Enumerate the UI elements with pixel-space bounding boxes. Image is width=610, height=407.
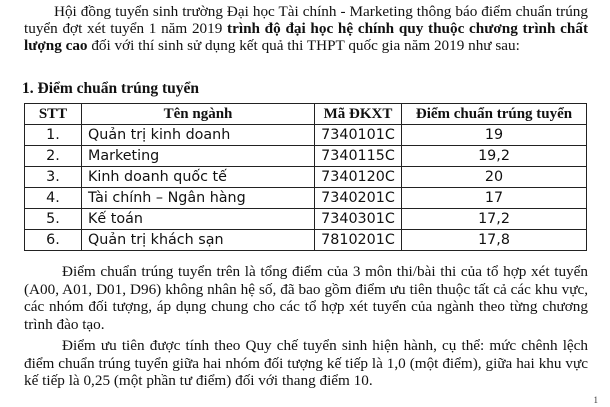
cell-major-name: Tài chính – Ngân hàng [82, 188, 315, 209]
table-row [25, 230, 587, 251]
cell-major-name: Kinh doanh quốc tế [82, 167, 315, 188]
priority-points-text: Điểm ưu tiên được tính theo Quy chế tuyển sinh hiện hành, cụ thể: mức chênh lệch điểm chuẩn trúng tuyển giữa hai nhóm đối tượng kế tiếp là 1,0 (một điểm), giữa hai khu vực kế tiếp là 0,25 (một phần tư điểm) đối với thang điểm 10. [24, 337, 588, 389]
intro-text-start: Hội đồng tuyển sinh trường Đại học Tài chính - Marketing thông báo điểm chuẩn trúng tuyển đợt xét tuyển 1 năm 2019 [24, 3, 588, 37]
cell-code: 7340115C [315, 146, 402, 167]
cell-major-name: Quản trị kinh doanh [82, 125, 315, 146]
header-stt: STT [25, 104, 82, 125]
cell-stt: 4. [25, 188, 82, 209]
cell-score: 19 [402, 125, 587, 146]
table-row [25, 146, 587, 167]
cell-stt: 2. [25, 146, 82, 167]
table-row [25, 167, 587, 188]
cell-stt: 6. [25, 230, 82, 251]
cell-code: 7340101C [315, 125, 402, 146]
cell-code: 7340301C [315, 209, 402, 230]
table-row [25, 209, 587, 230]
cell-code: 7340201C [315, 188, 402, 209]
intro-bold-program: trình độ đại học hệ chính quy thuộc chương trình chất lượng cao [24, 20, 588, 54]
cell-code: 7340120C [315, 167, 402, 188]
cell-major-name: Marketing [82, 146, 315, 167]
cell-stt: 1. [25, 125, 82, 146]
table-row [25, 188, 587, 209]
cell-score: 17 [402, 188, 587, 209]
cell-code: 7810201C [315, 230, 402, 251]
cell-major-name: Kế toán [82, 209, 315, 230]
cell-stt: 3. [25, 167, 82, 188]
table-header-row [25, 104, 587, 125]
cell-score: 17,2 [402, 209, 587, 230]
header-score: Điểm chuẩn trúng tuyển [402, 104, 587, 125]
intro-text-end: đối với thí sinh sử dụng kết quả thi THPT quốc gia năm 2019 như sau: [87, 37, 520, 54]
admission-score-table [24, 103, 587, 251]
header-major-name: Tên ngành [82, 104, 315, 125]
cell-score: 17,8 [402, 230, 587, 251]
cell-stt: 5. [25, 209, 82, 230]
priority-points-paragraph [24, 337, 588, 390]
section-title: 1. Điểm chuẩn trúng tuyển [22, 80, 199, 97]
header-code: Mã ĐKXT [315, 104, 402, 125]
cell-score: 20 [402, 167, 587, 188]
table-row [25, 125, 587, 146]
score-explanation-paragraph [24, 263, 588, 333]
cell-major-name: Quản trị khách sạn [82, 230, 315, 251]
page-number: 1 [593, 395, 598, 405]
intro-paragraph [24, 3, 588, 54]
score-explanation-text: Điểm chuẩn trúng tuyển trên là tổng điểm của 3 môn thi/bài thi của tổ hợp xét tuyển (A00, A01, D01, D96) không nhân hệ số, đã bao gồm điểm ưu tiên thuộc tất cả các khu vực, các nhóm đối tượng, áp dụng chung cho các tổ hợp xét tuyển của ngành theo từng chương trình đào tạo. [24, 263, 588, 333]
cell-score: 19,2 [402, 146, 587, 167]
